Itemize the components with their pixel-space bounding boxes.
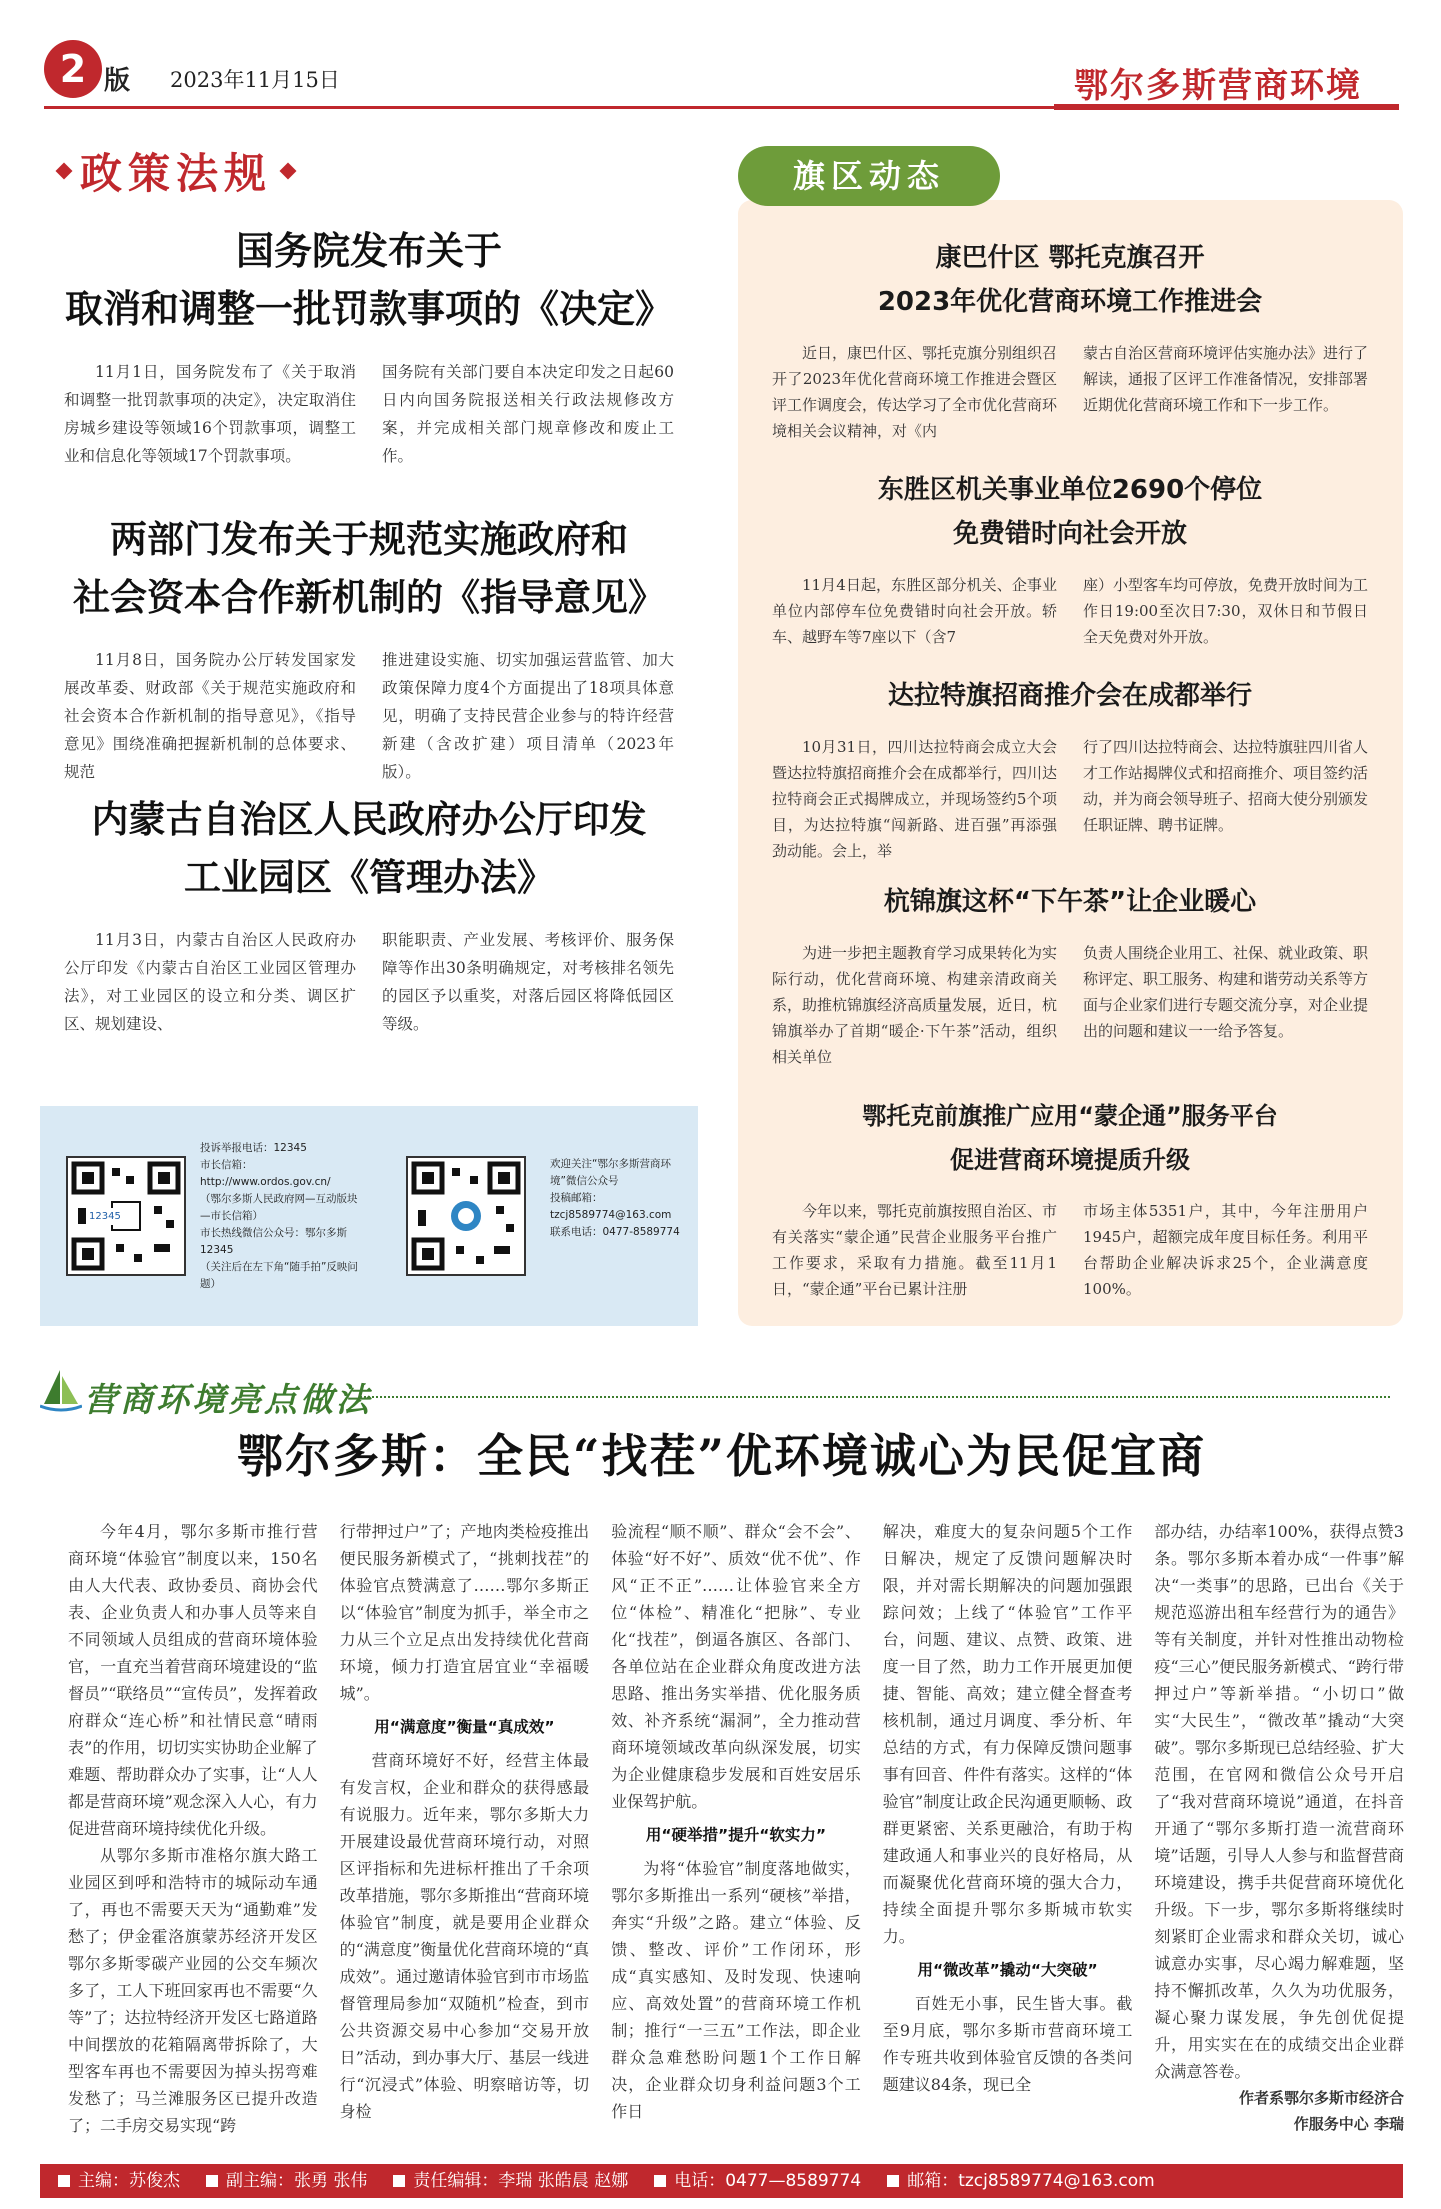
article-body-col1: 近日，康巴什区、鄂托克旗分别组织召开了2023年优化营商环境工作推进会暨区评工作调度会，传达学习了全市优化营商环境相关会议精神，对《内 [772,344,1058,440]
feature-col-3 [611,1518,861,2139]
article-body-col1: 11月8日，国务院办公厅转发国家发展改革委、财政部《关于规范实施政府和社会资本合作新机制的指导意见》，《指导意见》围绕准确把握新机制的总体要求、规范 [64,651,356,781]
square-icon [654,2175,666,2187]
contact-qr-box [40,1106,698,1326]
footer-item [887,2164,1155,2198]
feature-col-1 [68,1518,318,2139]
left-article-1 [40,222,698,470]
paragraph: 解决，难度大的复杂问题5个工作日解决，规定了反馈问题解决时限，并对需长期解决的问题加强跟踪问效；上线了“体验官”工作平台，问题、建议、点赞、政策、进度一目了然，助力工作开展更加便捷、智能、高效；建立健全督查考核机制，通过月调度、季分析、年总结的方式，有力保障反馈问题事事有回音、件件有落实。这样的“体验官”制度让政企民沟通更顺畅、政群更紧密、关系更融洽，有助于构建政通人和事业兴的良好格局，从而凝聚优化营商环境的强大合力，持续全面提升鄂尔多斯城市软实力。 [882,1522,1133,1946]
footer-chief-editor: 主编：苏俊杰 [78,2171,180,2191]
left-article-2 [40,510,698,786]
subheading: 用“微改革”撬动“大突破” [917,1961,1098,1979]
right-article-4 [760,880,1380,1070]
footer-item [206,2164,367,2198]
byline-line: 作服务中心 李瑞 [1293,2115,1404,2133]
issue-date: 2023年11月15日 [170,68,340,92]
diamond-icon [280,163,297,180]
article-title-line2: 社会资本合作新机制的《指导意见》 [73,575,665,619]
article-body-col2: 蒙古自治区营商环境评估实施办法》进行了解读，通报了区评工作准备情况，安排部署近期优化营商环境工作和下一步工作。 [1083,344,1369,414]
article-title: 杭锦旗这杯“下午茶”让企业暖心 [883,887,1257,917]
article-title-line1: 内蒙古自治区人民政府办公厅印发 [91,797,647,841]
footer-email: 邮箱：tzcj8589774@163.com [907,2171,1155,2191]
article-body-col2: 负责人围绕企业用工、社保、就业政策、职称评定、职工服务、构建和谐劳动关系等方面与企业家们进行专题交流分享，对企业提出的问题和建议一一给予答复。 [1083,944,1369,1040]
article-body-col2: 市场主体5351户，其中，今年注册用户1945户，超额完成年度目标任务。利用平台帮助企业解决诉求25个，企业满意度100%。 [1083,1202,1368,1298]
subheading: 用“满意度”衡量“真成效” [374,1718,555,1736]
paragraph: 行带押过户”了；产地肉类检疫推出便民服务新模式了，“挑刺找茬”的体验官点赞满意了……鄂尔多斯正以“体验官”制度为抓手，举全市之力从三个立足点出发持续优化营商环境，倾力打造宜居宜业“幸福暖城”。 [339,1522,590,1703]
qr-code-12345[interactable] [66,1156,186,1276]
paragraph: 验流程“顺不顺”、群众“会不会”、体验“好不好”、质效“优不优”、作风“正不正”……让体验官来全方位“体检”、精准化“把脉”、专业化“找茬”，倒逼各旗区、各部门、各单位站在企业群众角度改进方法思路、推出务实举措、优化服务质效、补齐系统“漏洞”，全力推动营商环境领域改革向纵深发展，切实为企业健康稳步发展和百姓安居乐业保驾护航。 [611,1522,861,1811]
square-icon [887,2175,899,2187]
article-title-line1: 康巴什区 鄂托克旗召开 [935,243,1205,273]
complaint-line: （关注后在左下角“随手拍”反映问题） [200,1261,358,1290]
article-title-line1: 鄂托克前旗推广应用“蒙企通”服务平台 [862,1102,1278,1130]
footer-deputy-editor: 副主编：张勇 张伟 [226,2171,368,2191]
paragraph: 今年4月，鄂尔多斯市推行营商环境“体验官”制度以来，150名由人大代表、政协委员、商协会代表、企业负责人和办事人员等来自不同领域人员组成的营商环境体验官，一直充当着营商环境建设的“监督员”“联络员”“宣传员”，发挥着政府群众“连心桥”和社情民意“晴雨表”的作用，切切实实协助企业解了难题、帮助群众办了实事，让“人人都是营商环境”观念深入人心，有力促进营商环境持续优化升级。 [68,1522,318,1838]
sail-icon [40,1368,82,1412]
article-title-line2: 免费错时向社会开放 [952,519,1187,549]
article-body-col1: 为进一步把主题教育学习成果转化为实际行动，优化营商环境、构建亲清政商关系，助推杭锦旗经济高质量发展，近日，杭锦旗举办了首期“暖企·下午茶”活动，组织相关单位 [772,944,1058,1066]
byline [1154,2085,1404,2137]
complaint-line: 市长热线微信公众号：鄂尔多斯12345 [200,1227,347,1256]
qr-code-wechat[interactable] [406,1156,526,1276]
article-body-col1: 今年以来，鄂托克前旗按照自治区、市有关落实“蒙企通”民营企业服务平台推广工作要求，采取有力措施。截至11月1日，“蒙企通”平台已累计注册 [772,1202,1058,1298]
left-article-3 [40,790,698,1038]
right-article-1 [760,236,1380,444]
paragraph: 部办结，办结率100%，获得点赞3条。鄂尔多斯本着办成“一件事”解决“一类事”的思路，已出台《关于规范巡游出租车经营行为的通告》等有关制度，并针对性推出动物检疫“三心”便民服务新模式、“跨行带押过户”等新举措。“小切口”做实“大民生”，“微改革”撬动“大突破”。鄂尔多斯现已总结经验、扩大范围，在官网和微信公众号开启了“我对营商环境说”通道，在抖音开通了“鄂尔多斯打造一流营商环境”话题，引导人人参与和监督营商环境建设，携手共促营商环境优化升级。下一步，鄂尔多斯将继续时刻紧盯企业需求和群众关切，诚心诚意办实事，尽心竭力解难题，坚持不懈抓改革，久久为功优服务，凝心聚力谋发展，争先创优促提升，用实实在在的成绩交出企业群众满意答卷。 [1154,1522,1404,2081]
article-body-col1: 11月3日，内蒙古自治区人民政府办公厅印发《内蒙古自治区工业园区管理办法》，对工业园区的设立和分类、调区扩区、规划建设、 [64,931,356,1033]
highlights-banner [40,1374,1403,1419]
paragraph: 为将“体验官”制度落地做实，鄂尔多斯推出一系列“硬核”举措，奔实“升级”之路。建立“体验、反馈、整改、评价”工作闭环，形成“真实感知、及时发现、快速响应、高效处置”的营商环境工作机制；推行“一三五”工作法，即企业群众急难愁盼问题1个工作日解决，企业群众切身利益问题3个工作日 [611,1859,861,2121]
square-icon [206,2175,218,2187]
page-label: 版 [104,66,131,96]
policy-section-text: 政策法规 [80,149,273,198]
footer-item [58,2164,180,2198]
article-title-line2: 工业园区《管理办法》 [184,855,554,899]
page-number-badge: 2 [44,40,102,98]
paragraph: 从鄂尔多斯市准格尔旗大路工业园区到呼和浩特市的城际动车通了，再也不需要天天为“通勤难”发愁了；伊金霍洛旗蒙苏经济开发区鄂尔多斯零碳产业园的公交车频次多了，工人下班回家再也不需要“久等”了；达拉特经济开发区七路道路中间摆放的花箱隔离带拆除了，大型客车再也不需要因为掉头拐弯难发愁了；马兰滩服务区已提升改造了；二手房交易实现“跨 [68,1846,318,2135]
qr-caption: 12345 [89,1208,121,1225]
byline-line: 作者系鄂尔多斯市经济合 [1238,2089,1404,2107]
feature-col-5 [1154,1518,1404,2139]
feature-col-4 [883,1518,1133,2139]
article-title-line1: 东胜区机关事业单位2690个停位 [877,475,1263,505]
article-title-line1: 两部门发布关于规范实施政府和 [110,517,628,561]
footer-item [654,2164,861,2198]
article-title-line2: 取消和调整一批罚款事项的《决定》 [64,286,673,331]
wechat-line: 联系电话：0477-8589774 [550,1226,680,1238]
paragraph: 营商环境好不好，经营主体最有发言权，企业和群众的获得感最有说服力。近年来，鄂尔多斯大力开展建设最优营商环境行动，对照区评指标和先进标杆推出了千余项改革措施，鄂尔多斯推出“营商环境体验官”制度，就是要用企业群众的“满意度”衡量优化营商环境的“真成效”。通过邀请体验官到市市场监督管理局参加“双随机”检查，到市公共资源交易中心参加“交易开放日”活动，到办事大厅、基层一线进行“沉浸式”体验、明察暗访等，切身检 [339,1751,590,2121]
policy-section-label [48,140,304,202]
feature-article-columns [68,1518,1404,2139]
article-title-line2: 2023年优化营商环境工作推进会 [877,287,1263,317]
article-title-line1: 国务院发布关于 [235,228,502,273]
wechat-line: 欢迎关注“鄂尔多斯营商环境”微信公众号 [550,1158,671,1187]
right-article-5 [760,1094,1380,1302]
paragraph: 百姓无小事，民生皆大事。截至9月底，鄂尔多斯市营商环境工作专班共收到体验官反馈的各类问题建议84条，现已全 [882,1994,1133,2094]
complaint-line: 投诉举报电话：12345 [200,1142,307,1154]
article-body-col2: 行了四川达拉特商会、达拉特旗驻四川省人才工作站揭牌仪式和招商推介、项目签约活动，并为商会领导班子、招商大使分别颁发任职证牌、聘书证牌。 [1083,738,1369,834]
square-icon [393,2175,405,2187]
editorial-footer [40,2164,1403,2198]
complaint-line: 市长信箱：http://www.ordos.gov.cn/ [200,1159,331,1188]
article-body-col1: 11月1日，国务院发布了《关于取消和调整一批罚款事项的决定》，决定取消住房城乡建设等领域16个罚款事项，调整工业和信息化等领域17个罚款事项。 [64,363,356,465]
article-body-col1: 11月4日起，东胜区部分机关、企事业单位内部停车位免费错时向社会开放。轿车、越野车等7座以下（含7 [772,576,1057,646]
diamond-icon [56,163,73,180]
county-news-section-label: 旗区动态 [738,146,1000,206]
footer-responsible-editor: 责任编辑：李瑞 张皓晨 赵娜 [413,2171,629,2191]
section-title: 鄂尔多斯营商环境 [1074,66,1362,106]
wechat-info [550,1156,682,1241]
article-body-col2: 推进建设实施、切实加强运营监管、加大政策保障力度4个方面提出了18项具体意见，明确了支持民营企业参与的特许经营新建（含改扩建）项目清单（2023年版）。 [382,651,674,781]
footer-phone: 电话：0477—8589774 [674,2171,862,2191]
square-icon [58,2175,70,2187]
feature-headline: 鄂尔多斯：全民“找茬”优环境诚心为民促宜商 [237,1429,1206,1483]
footer-item [393,2164,628,2198]
article-body-col1: 10月31日，四川达拉特商会成立大会暨达拉特旗招商推介会在成都举行，四川达拉特商会正式揭牌成立，并现场签约5个项目，为达拉特旗“闯新路、进百强”再添强劲动能。会上，举 [772,738,1058,860]
banner-dotted-line [360,1396,1390,1398]
article-body-col2: 座）小型客车均可停放，免费开放时间为工作日19:00至次日7:30，双休日和节假日全天免费对外开放。 [1083,576,1369,646]
article-title: 达拉特旗招商推介会在成都举行 [887,681,1252,711]
feature-col-2 [340,1518,590,2139]
article-body-col2: 国务院有关部门要自本决定印发之日起60日内向国务院报送相关行政法规修改方案，并完成相关部门规章修改和废止工作。 [382,363,674,465]
complaint-info [200,1140,360,1293]
subheading: 用“硬举措”提升“软实力” [645,1826,827,1844]
article-title-line2: 促进营商环境提质升级 [950,1146,1190,1174]
wechat-line: 投稿邮箱：tzcj8589774@163.com [550,1192,672,1221]
article-body-col2: 职能职责、产业发展、考核评价、服务保障等作出30条明确规定，对考核排名领先的园区予以重奖，对落后园区将降低园区等级。 [382,931,674,1033]
highlights-banner-text: 营商环境亮点做法 [84,1380,372,1419]
header-rule [44,106,1054,109]
complaint-line: （鄂尔多斯人民政府网—互动版块—市长信箱） [200,1193,358,1222]
right-article-3 [760,674,1380,864]
right-article-2 [760,468,1380,650]
